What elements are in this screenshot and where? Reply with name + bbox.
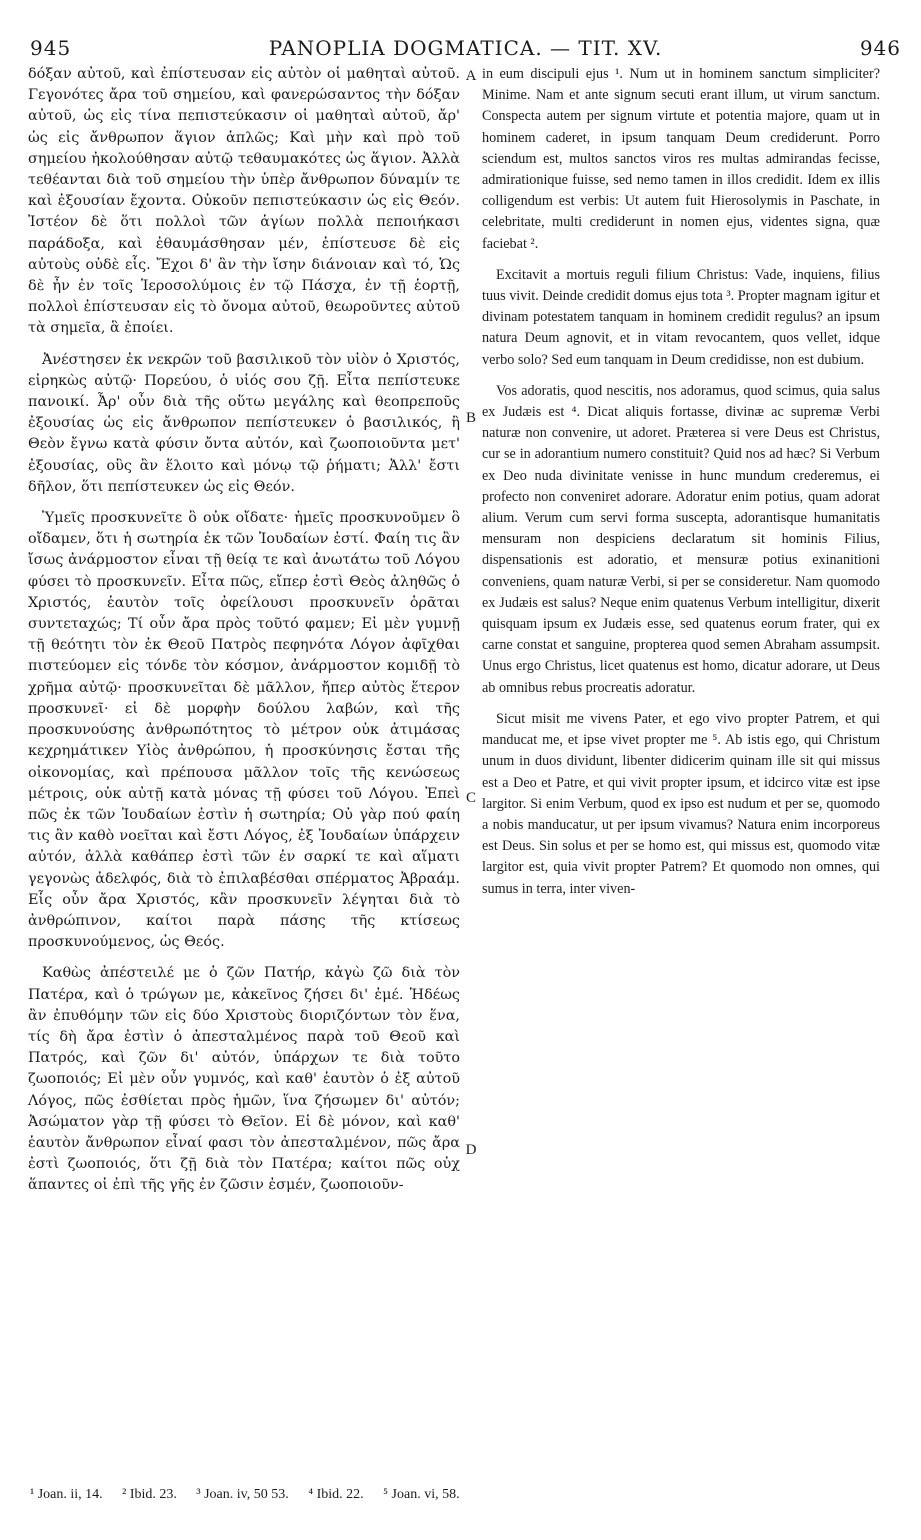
greek-paragraph-1: δόξαν αὐτοῦ, καὶ ἐπίστευσαν εἰς αὐτὸν οἱ μαθηταὶ αὐτοῦ. Γεγονότες ἄρα τοῦ σημείου, καὶ φανερώσαντος τὴν δόξαν αὐτοῦ, ὡς εἰς τίνα πεπιστεύκασιν οἱ μαθηταὶ αὐτοῦ, ἄρ' ὡς εἰς ἄνθρωπον ἅγιον ἁπλῶς; Καὶ μὴν καὶ πρὸ τοῦ σημείου ἠκολούθησαν αὐτῷ τεθαυμακότες ὡς ἅγιον. Ἀλλὰ τεθέανται διὰ τοῦ σημείου τὴν ὑπὲρ ἄνθρωπον δύναμίν τε καὶ ἐξουσίαν ἔχοντα. Οὐκοῦν πεπιστεύκασιν ὡς εἰς Θεόν. Ἰστέον δὲ ὅτι πολλοὶ τῶν ἁγίων πολλὰ πεποιήκασι παράδοξα, καὶ ἐθαυμάσθησαν μέν, ἐπίστευσε δὲ εἰς αὐτοὺς οὐδὲ εἷς. Ἔχοι δ' ἂν τὴν ἴσην διάνοιαν καὶ τό, Ὡς δὲ ἦν ἐν τοῖς Ἱεροσολύμοις ἐν τῷ Πάσχα, ἐν τῇ ἑορτῇ, πολλοὶ ἐπίστευσαν εἰς τὸ ὄνομα αὐτοῦ, θεωροῦντες αὐτοῦ τὰ σημεῖα, ἃ ἐποίει. xyxy=(28,66,460,337)
greek-paragraph-2: Ἀνέστησεν ἐκ νεκρῶν τοῦ βασιλικοῦ τὸν υἱὸν ὁ Χριστός, εἰρηκὼς αὐτῷ· Πορεύου, ὁ υἱός σου ζῇ. Εἶτα πεπίστευκε πανοικί. Ἆρ' οὖν διὰ τῆς οὕτω μεγάλης καὶ θεοπρεποῦς ἐξουσίας ὡς εἰς ἄνθρωπον πεπίστευκεν ὁ βασιλικός, ἢ Θεὸν ἔγνω κατὰ φύσιν ὄντα αὐτόν, καὶ ζωοποιοῦντα μετ' ἐξουσίας, οὓς ἂν ἕλοιτο καὶ μόνῳ τῷ ῥήματι; Ἀλλ' ἔστι δῆλον, ὅτι πεπίστευκεν ὡς εἰς Θεόν. xyxy=(28,351,460,495)
footnote-2: ² Ibid. 23. xyxy=(122,1487,177,1502)
running-title: PANOPLIA DOGMATICA. — TIT. XV. xyxy=(268,36,663,60)
footnote-4: ⁴ Ibid. 22. xyxy=(308,1487,364,1502)
page-number-right: 946 xyxy=(859,36,901,60)
latin-paragraph-4: Sicut misit me vivens Pater, et ego vivo propter Patrem, et qui manducat me, et ipse vivet propter me ⁵. Ab istis ego, qui Christum unum in duos dividunt, libenter didicerim quinam ille sit qui missus est a Deo et Patre, et qui vivit propter ipsum, et idcirco vitæ est ipse largitor. Si enim Verbum, quod ex ipso est nudum et per se, quomodo a nobis manducatur, ut per ipsum vivamus? Natura enim incorporeus est Deus. Sin solus et per se homo est, qui missus est, quomodo vitæ largitor est, quia vivit propter Patrem? Et quomodo non omnes, qui sumus in terra, inter viven- xyxy=(482,710,880,897)
footnotes xyxy=(30,1487,891,1511)
section-marker-c: C xyxy=(465,790,476,806)
page-number-left: 945 xyxy=(30,36,72,60)
latin-paragraph-3: Vos adoratis, quod nescitis, nos adoramus, quod scimus, quia salus ex Judæis est ⁴. Dicat aliquis fortasse, divinæ ac supremæ Verbi naturæ non convenire, ut adoret. Præterea si vere Deus est Christus, cur se in adorantium numero constituit? Quid nos ad hæc? Si Verbum ex Deo nuda divinitate venisse in hunc mundum crederemus, ei profecto non conveniret adorare. Adoratur enim potius, quam adorat alium. Verum cum servi forma suscepta, adorantisque humanitatis mensuram non despiciens declaratum sit hominis Filius, dispensationis est adoratio, et mensuræ potius exinanitioni conveniens, quam naturæ Verbi, si per se consideretur. Nam quomodo ex Judæis est salus? Neque enim quatenus Verbum intelligitur, dixerit quisquam ipsum ex Judæis esse, sed quatenus eorum frater, qui ex carne constat et sanguine, propterea quod semen Abraham assumpsit. Unus ergo Christus, licet quatenus est homo, dicatur adorare, ut Deus ab omnibus rebus procreatis adoratur. xyxy=(482,382,880,696)
latin-paragraph-1: in eum discipuli ejus ¹. Num ut in hominem sanctum simpliciter? Minime. Nam et ante signum secuti erant illum, ut virum sanctum. Conspecta autem per signum virtute et potentia majore, quam ut in hominem caderet, in ipsum tanquam Deum crediderunt. Porro sciendum est, multos sanctos viros res multas admirandas fecisse, admirationique fuisse, sed nemo tamen in illos credidit. Idem ex illis colligendum est verbis: Ut autem fuit Hierosolymis in Paschate, in celebritate, multi crediderunt in nomen ejus, videntes signa, quæ faciebat ². xyxy=(482,66,880,252)
greek-paragraph-4: Καθὼς ἀπέστειλέ με ὁ ζῶν Πατήρ, κἀγὼ ζῶ διὰ τὸν Πατέρα, καὶ ὁ τρώγων με, κἀκεῖνος ζήσει δι' ἐμέ. Ἡδέως ἂν ἐπυθόμην τῶν εἰς δύο Χριστοὺς διοριζόντων τὸν ἕνα, τίς δὴ ἄρα ἐστὶν ὁ ἀπεσταλμένος παρὰ τοῦ Θεοῦ καὶ Πατρός, καὶ ζῶν δι' αὐτόν, ὑπάρχων τε διὰ τοῦτο ζωοποιός; Εἰ μὲν οὖν γυμνός, καὶ καθ' ἑαυτὸν ὁ ἐξ αὐτοῦ Λόγος, πῶς ἐσθίεται πρὸς ἡμῶν, ἵνα ζήσωμεν δι' αὐτόν; Ἀσώματον γὰρ τῇ φύσει τὸ Θεῖον. Εἰ δὲ μόνον, καὶ καθ' ἑαυτὸν ἄνθρωπον εἶναί φασι τὸν ἀπεσταλμένον, πῶς ἄρα ἐστὶ ζωοποιός, ὅτι ζῇ διὰ τὸν Πατέρα; καίτοι πῶς οὐχ ἅπαντες οἱ ἐπὶ τῆς γῆς ἐν ζῶσιν ἐσμέν, ζωοποιοῦν- xyxy=(28,965,460,1194)
section-marker-d: D xyxy=(465,1142,477,1158)
greek-paragraph-3: Ὑμεῖς προσκυνεῖτε ὃ οὐκ οἴδατε· ἡμεῖς προσκυνοῦμεν ὃ οἴδαμεν, ὅτι ἡ σωτηρία ἐκ τῶν Ἰουδαίων ἐστί. Φαίη τις ἂν ἴσως ἀνάρμοστον εἶναι τῇ θείᾳ τε καὶ ἀνωτάτω τοῦ Λόγου φύσει τὸ προσκυνεῖν. Εἶτα πῶς, εἴπερ ἐστὶ Θεὸς ἀληθῶς ὁ Χριστός, ἑαυτὸν τοῖς ὀφείλουσι προσκυνεῖν ὁρᾶται συντεταχώς; Τί οὖν ἄρα πρὸς τοῦτό φαμεν; Εἰ μὲν γυμνῇ τῇ θεότητι τὸν ἐκ Θεοῦ Πατρὸς πεφηνότα Λόγον ἀφῖχθαι πιστεύομεν εἰς τόνδε τὸν κόσμον, ἀνάρμοστον κομιδῇ τὸ χρῆμα αὐτῷ· προσκυνεῖται δὲ μᾶλλον, ἤπερ αὐτὸς ἕτερον προσκυνεῖ· εἰ δὲ μορφὴν δούλου λαβών, καὶ τῆς προσκυνούσης ἀνθρωπότητος τὸ μέτρον οὐκ ἀτιμάσας κεχρημάτικεν Υἱὸς ἀνθρώπου, ἡ προσκύνησις ἔσται τῆς οἰκονομίας, καὶ πρέπουσα μᾶλλον τοῖς τῆς κενώσεως μέτροις, οὐκ αὐτῇ κατὰ μόνας τῇ φύσει τοῦ Λόγου. Ἐπεὶ πῶς ἐκ τῶν Ἰουδαίων ἐστὶν ἡ σωτηρία; Οὐ γὰρ πού φαίη τις ἂν καθὸ νοεῖται καὶ ἔστι Λόγος, ἐξ Ἰουδαίων ὑπάρχειν αὐτόν, ἀλλὰ καθάπερ ἐστὶ τῶν ἐν σαρκί τε καὶ αἵματι γεγονὼς ἀδελφός, διὰ τὸ ἐπιλαβέσθαι σπέρματος Ἀβραάμ. Εἷς οὖν ἄρα Χριστός, κἂν προσκυνεῖν λέγηται διὰ τὸ ἀνθρώπινον, καίτοι παρὰ πάσης τῆς κτίσεως προσκυνούμενος, ὡς Θεός. xyxy=(28,510,460,951)
section-markers xyxy=(460,0,482,1540)
section-marker-b: B xyxy=(465,410,476,426)
footnote-3: ³ Joan. iv, 50 53. xyxy=(196,1487,289,1502)
section-marker-a: A xyxy=(465,68,477,84)
latin-paragraph-2: Excitavit a mortuis reguli filium Christus: Vade, inquiens, filius tuus vivit. Deinde credidit domus ejus tota ³. Propter magnam igitur et divinam potestatem tanquam in hominem credidit regulus? an ipsum natura Deum agnovit, et in vitam revocantem, quos vellet, idque verbo solo? Sed eum tanquam in Deum credidisse, non est dubium. xyxy=(482,266,880,368)
greek-column xyxy=(28,64,460,1207)
footnote-5: ⁵ Joan. vi, 58. xyxy=(383,1487,460,1502)
footnote-1: ¹ Joan. ii, 14. xyxy=(30,1487,103,1502)
latin-column xyxy=(482,64,880,910)
